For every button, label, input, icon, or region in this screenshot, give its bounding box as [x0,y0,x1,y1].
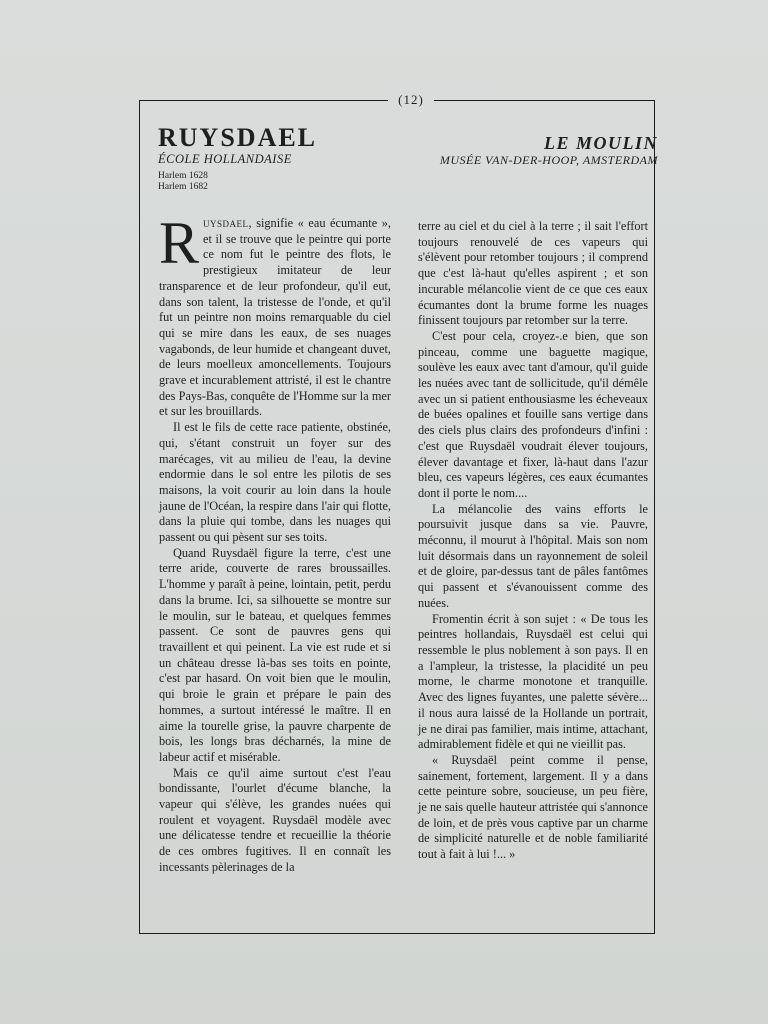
school-label: ÉCOLE HOLLANDAISE [158,152,292,166]
paragraph-intro [159,210,391,420]
artist-name: RUYSDAEL [158,123,318,152]
work-title: LE MOULIN [543,133,658,153]
page-number: (12) [388,92,434,108]
paragraph: La mélancolie des vains efforts le poursuivit jusque dans sa vie. Pauvre, méconnu, il mourut à l'hôpital. Mais son nom luit désormais dans un rayonnement de soleil et de gloire, par-dessus tant de pâles fantômes qui passent et s'évanouissent comme des nuées. [418,501,648,610]
paragraph: C'est pour cela, croyez-.e bien, que son pinceau, comme une baguette magique, soulève les eaux avec tant d'amour, qu'il guide les nuées avec tant de sollicitude, qu'il démêle avec un si patient enthousiasme les écheveaux de buées opalines et fouille sans vertige dans des ciels plus clairs des profondeurs d'infini : c'est que Ruysdaël voudrait élever toujours, élever davantage et fixer, là-haut dans l'azur bleu, ces vapeurs légères, ces eaux écumantes dont il porte le nom.... [418,328,648,500]
right-text-column [418,219,648,863]
paragraph: Fromentin écrit à son sujet : « De tous les peintres hollandais, Ruysdaël est celui qui ressemble le plus noblement à son pays. Il en a l'ampleur, la tristesse, la placidité un peu morne, le charme monotone et tranquille. Avec des lignes fuyantes, une palette sévère... il nous aura laissé de la Hollande un portrait, je ne dirai pas familier, mais intime, attachant, admirablement fidèle et qui ne vieillit pas. [418,611,648,752]
drop-cap: R [159,210,200,276]
museum-label: MUSÉE VAN-DER-HOOP, AMSTERDAM [439,153,658,167]
paragraph-intro-text: , signifie « eau écumante », et il se trouve que le peintre qui porte ce nom fut le peintre des flots, le prestigieux imitateur de leur transparence et de leur profondeur, qu'il eut, dans son talent, la tristesse de l'onde, et qu'il fut un peintre non moins remarquable du ciel qui se mire dans les eaux, de ses nuages vagabonds, de leur humide et changeant duvet, de leurs moelleux amoncellements. Toujours grave et incurablement attristé, il est le chantre des Pays-Bas, conquête de l'Homme sur la mer et sur les brouillards. [159,216,391,419]
artist-dates [158,171,408,192]
paragraph: Il est le fils de cette race patiente, obstinée, qui, s'étant construit un foyer sur des marécages, vit au milieu de l'eau, la devine endormie dans le sol entre les pilotis de ses maisons, la voit courir au loin dans la houle jaune de l'Océan, la respire dans l'air qui flotte, dans la pluie qui tombe, dans les nuages qui passent ou qui pèsent sur ses toits. [159,420,391,545]
birth-date: Harlem 1628 [158,171,208,181]
paragraph-continuation: terre au ciel et du ciel à la terre ; il sait l'effort toujours renouvelé de ces vapeurs qui s'élèvent pour retomber toujours ; il comprend que c'est là-haut qu'elles aspirent ; et son incurable mélancolie vient de ce que ces eaux écumantes dont la brume forme les nuages finissent toujours par retomber sur la terre. [418,219,648,328]
left-text-column [159,210,391,876]
paragraph: « Ruysdaël peint comme il pense, sainement, fortement, largement. Il y a dans cette peinture sobre, soucieuse, un peu fière, je ne sais quelle hauteur attristée qui s'annonce de loin, et de près vous captive par un charme de simplicité naturelle et de noble familiarité tout à fait à lui !... » [418,752,648,862]
first-word-rest: uysdael [203,216,249,230]
death-date: Harlem 1682 [158,181,208,192]
work-header [378,134,658,167]
paragraph: Quand Ruysdaël figure la terre, c'est une terre aride, couverte de rares broussailles. L'homme y paraît à peine, lointain, petit, perdu dans la brume. Ici, sa silhouette se montre sur le moulin, sur le bateau, et quelques femmes passent. Ce sont de pauvres gens qui travaillent et qui peinent. La vie est rude et si un château dresse là-bas ses toits en pointe, c'est par hasard. On voit bien que le moulin, qui broie le grain et prépare le pain des hommes, a surtout intéressé le maître. Il en aime la tourelle grise, la pauvre charpente de bois, les longs bras décharnés, la mine de labeur actif et misérable. [159,545,391,764]
paragraph: Mais ce qu'il aime surtout c'est l'eau bondissante, l'ourlet d'écume blanche, la vapeur qui s'élève, les grandes nuées qui roulent et voyagent. Ruysdaël modèle avec une délicatesse tendre et recueillie la théorie de ces ombres fugitives. Il en connaît les incessants pèlerinages de la [159,765,391,874]
artist-header [158,124,408,192]
